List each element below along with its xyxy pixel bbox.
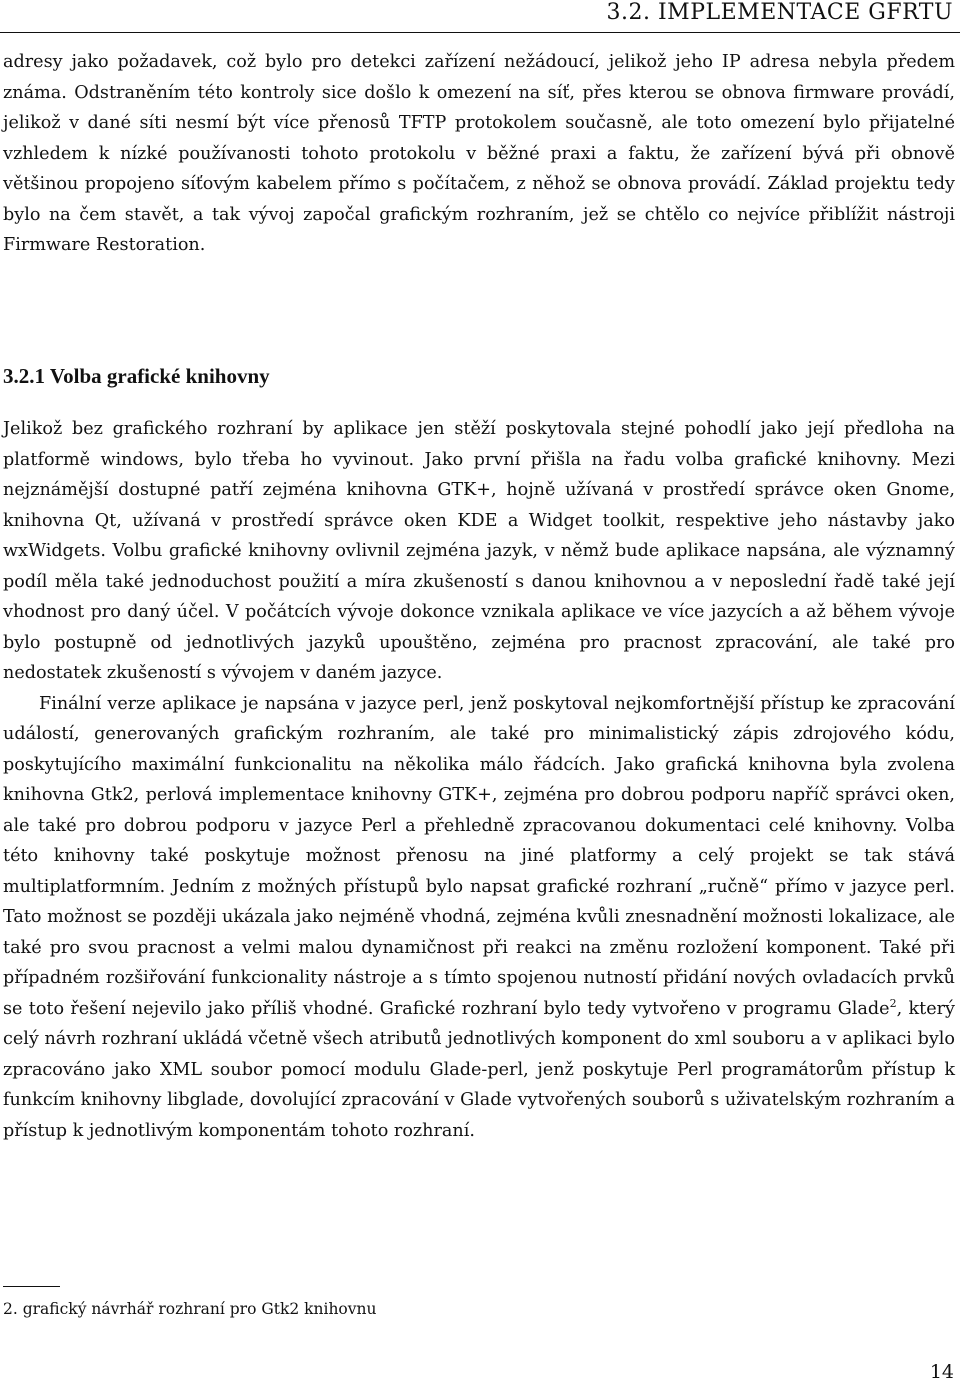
subsection-heading: 3.2.1 Volba grafické knihovny bbox=[3, 364, 270, 388]
header-rule bbox=[0, 32, 960, 33]
paragraph-intro: adresy jako požadavek, což bylo pro detekci zařízení nežádoucí, jelikož jeho IP adresa nebyla předem známa. Odstraněním této kontroly sice došlo k omezení na síť, přes kterou se obnova firmware provádí, jelikož v dané síti nesmí být více přenosů TFTP protokolem současně, ale toto omezení bylo přijatelné vzhledem k nízké používanosti tohoto protokolu v běžné praxi a faktu, že zařízení bývá při obnově většinou propojeno síťovým kabelem přímo s počítačem, z něhož se obnova provádí. Základ projektu tedy bylo na čem stavět, a tak vývoj započal grafickým rozhraním, jež se chtělo co nejvíce přiblížit nástroji Firmware Restoration. bbox=[3, 52, 955, 255]
footnote-rule bbox=[3, 1286, 60, 1287]
paragraph-final-version-rest: , který celý návrh rozhraní ukládá včetně všech atributů jednotlivých komponent do xml souboru a v aplikaci bylo zpracováno jako XML soubor pomocí modulu Glade-perl, jenž poskytuje Perl programátorům přístup k funkcím knihovny libglade, dovolující zpracování v Glade vytvořených souborů s uživatelským rozhraním a přístup k jednotlivým komponentám tohoto rozhraní. bbox=[3, 998, 955, 1141]
footnote-reference[interactable]: 2 bbox=[889, 996, 897, 1010]
running-header: 3.2. IMPLEMENTACE GFRTU bbox=[606, 0, 953, 25]
section-body bbox=[3, 414, 955, 1146]
page-number: 14 bbox=[929, 1361, 954, 1383]
paragraph-final-version bbox=[3, 689, 955, 1147]
footnote: 2. grafický návrhář rozhraní pro Gtk2 knihovnu bbox=[3, 1300, 377, 1318]
paragraph-library-choice: Jelikož bez grafického rozhraní by aplikace jen stěží poskytovala stejné pohodlí jako její předloha na platformě windows, bylo třeba ho vyvinout. Jako první přišla na řadu volba grafické knihovny. Mezi nejznámější dostupné patří zejména knihovna GTK+, hojně užívaná v prostředí správce oken Gnome, knihovna Qt, užívaná v prostředí správce oken KDE a Widget toolkit, respektive jeho nástavby jako wxWidgets. Volbu grafické knihovny ovlivnil zejména jazyk, v němž bude aplikace napsána, ale významný podíl měla také jednoduchost použití a míra zkušeností s danou knihovnou a v neposlední řadě také její vhodnost pro daný účel. V počátcích vývoje dokonce vznikala aplikace ve více jazycích a až během vývoje bylo postupně od jednotlivých jazyků upouštěno, zejména pro pracnost zpracování, ale také pro nedostatek zkušeností s vývojem v daném jazyce. bbox=[3, 419, 955, 683]
paragraph-final-version-text: Finální verze aplikace je napsána v jazyce perl, jenž poskytoval nejkomfortnější přístup ke zpracování událostí, generovaných grafickým rozhraním, ale také pro minimalistický zápis zdrojového kódu, poskytujícího maximální funkcionalitu na několika málo řádcích. Jako grafická knihovna byla zvolena knihovna Gtk2, perlová implementace knihovny GTK+, zejména pro dobrou podporu napříč správci oken, ale také pro dobrou podporu v jazyce Perl a přehledně zpracovanou dokumentaci celé knihovny. Volba této knihovny také poskytuje možnost přenosu na jiné platformy a celý projekt se tak stává multiplatformním. Jedním z možných přístupů bylo napsat grafické rozhraní „ručně“ přímo v jazyce perl. Tato možnost se později ukázala jako nejméně vhodná, zejména kvůli znesnadnění možnosti lokalizace, ale také pro svou pracnost a velmi malou dynamičnost při reakci na změnu rozložení komponent. Také při případném rozšiřování funkcionality nástroje a s tímto spojenou nutností přidání nových ovladacích prvků se toto řešení nejevilo jako příliš vhodné. Grafické rozhraní bylo tedy vytvořeno v programu Glade bbox=[3, 693, 955, 1019]
